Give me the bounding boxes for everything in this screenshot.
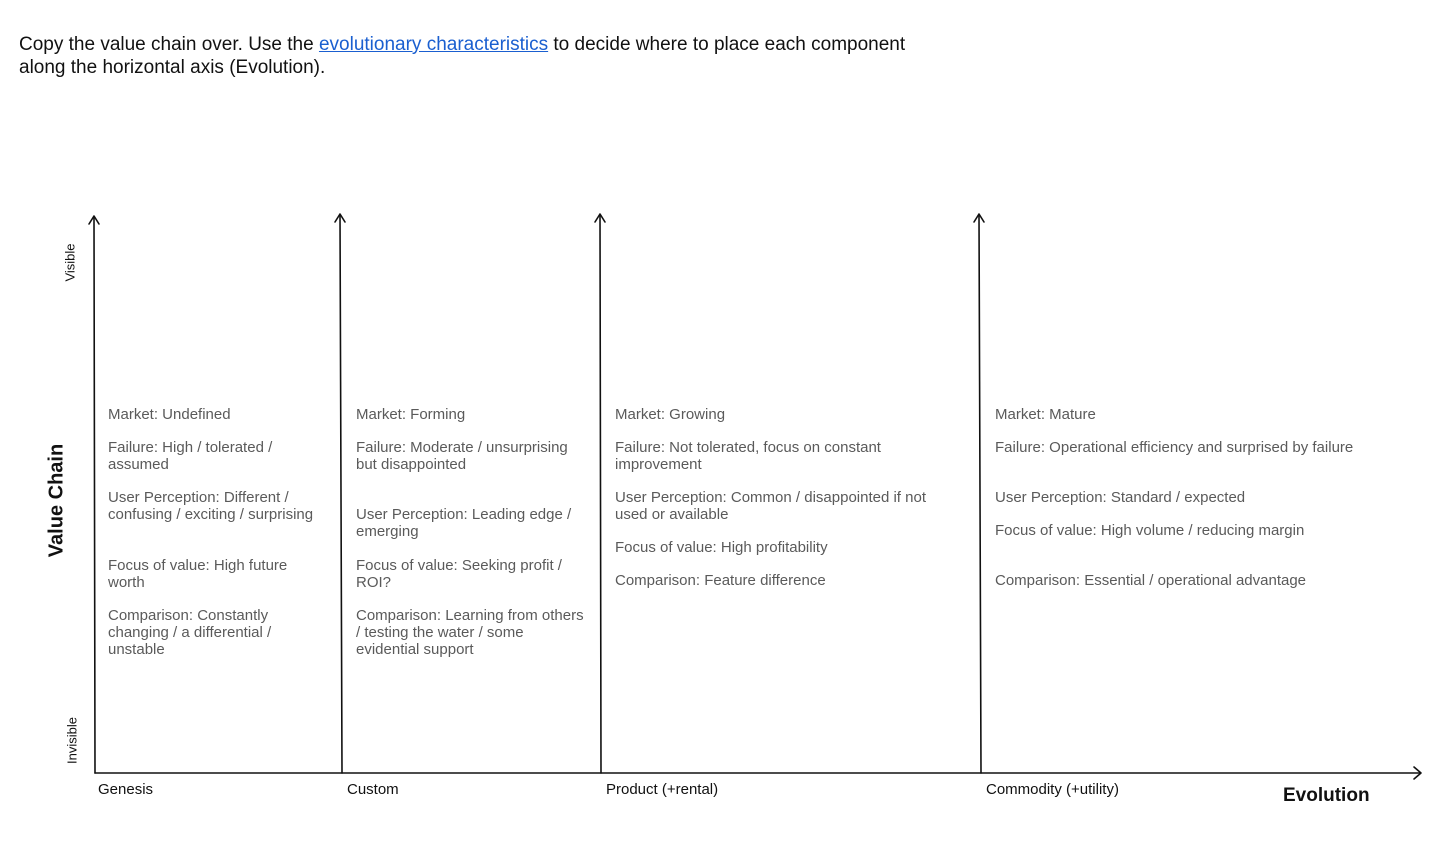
value-chain-axis-title: Value Chain [45,443,68,558]
evolution-axis-title: Evolution [1283,785,1370,806]
invisible-label: Invisible [64,717,80,764]
custom-divider [340,215,342,773]
commodity-failure: Failure: Operational efficiency and surprised by failure [995,439,1354,456]
evolutionary-characteristics-link[interactable]: evolutionary characteristics [318,34,549,55]
custom-focus-of-value: Focus of value: Seeking profit / ROI? [356,557,562,591]
commodity-focus-of-value: Focus of value: High volume / reducing margin [995,522,1305,539]
genesis-comparison: Comparison: Constantly changing / a differential / unstable [108,607,272,658]
commodity-market: Market: Mature [995,406,1096,423]
instructions-prefix: Copy the value chain over. Use the [19,34,319,55]
custom-market: Market: Forming [356,406,466,423]
custom-comparison: Comparison: Learning from others / testing the water / some evidential support [356,607,584,658]
instructions-suffix: to decide where to place each component along the horizontal axis (Evolution). [19,34,906,78]
stage-label-custom: Custom [347,781,399,798]
stage-label-product: Product (+rental) [606,781,719,798]
genesis-failure: Failure: High / tolerated / assumed [108,439,273,473]
product-market: Market: Growing [615,406,726,423]
genesis-user-perception: User Perception: Different / confusing / exciting / surprising [108,489,314,523]
commodity-user-perception: User Perception: Standard / expected [995,489,1246,506]
product-failure: Failure: Not tolerated, focus on constant improvement [615,439,881,473]
product-divider [600,215,601,773]
custom-user-perception: User Perception: Leading edge / emerging [356,506,572,540]
stage-label-commodity: Commodity (+utility) [986,781,1119,798]
commodity-comparison: Comparison: Essential / operational advantage [995,572,1307,589]
custom-failure: Failure: Moderate / unsurprising but disappointed [356,439,568,473]
visible-label: Visible [62,243,78,282]
product-comparison: Comparison: Feature difference [615,572,826,589]
product-user-perception: User Perception: Common / disappointed if not used or available [615,489,926,523]
commodity-divider [979,215,981,773]
genesis-axis [94,217,95,773]
stage-label-genesis: Genesis [98,781,154,798]
product-focus-of-value: Focus of value: High profitability [615,539,828,556]
genesis-focus-of-value: Focus of value: High future worth [108,557,288,591]
genesis-market: Market: Undefined [108,406,231,423]
